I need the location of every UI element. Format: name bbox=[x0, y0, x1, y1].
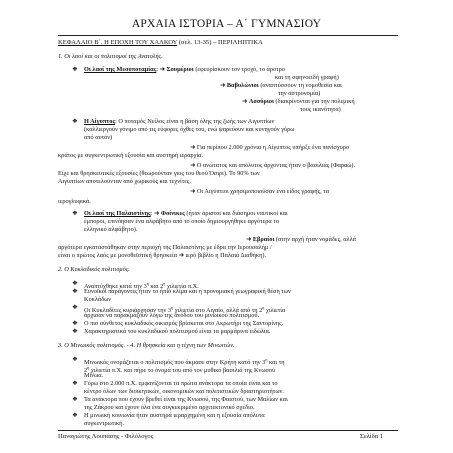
palestine-line-4: ➜ Εβραίοι (στην αρχή ήταν νομάδες, αλλά bbox=[246, 236, 356, 243]
mesopotamia-line: Οι λαοί της Μεσοποταμίας: ➜ Σουμέριοι (εφευρίσκουν τον τροχό, το άροτρο bbox=[84, 66, 285, 73]
cycladic-item-2b: Κυκλάδων bbox=[84, 296, 112, 303]
diamond-bullet-icon: ❖ bbox=[72, 210, 78, 217]
cycladic-item-2: Ευνοϊκοί παράγοντες ήταν το ήπιο κλίμα και η προνομιακή γεωγραφική θέση των bbox=[84, 288, 291, 295]
cycladic-item-3: Οι Κυκλαδίτες κυριάρχησαν την $3^\eta$ χιλιετία στο Αιγαίο, αλλά από τη $2^\eta$ χιλιετία bbox=[84, 305, 286, 315]
diamond-bullet-icon: ❖ bbox=[72, 66, 78, 73]
egypt-text-6: Ο ανώτατος και απόλυτος άρχοντας ήταν ο βασιλιάς (Φαραώ). bbox=[196, 162, 356, 169]
palestine-line-1: Οι λαοί της Παλαιστίνης: ➜ Φοίνικες (ήταν άριστοι και διάσημοι ναυτικοί και bbox=[84, 210, 288, 217]
chapter-rest: (σελ. 13-35) – ΠΕΡΙΛΗΠΤΙΚΑ bbox=[177, 39, 263, 46]
assyrians-line: ➜ Ασσύριοι (διακρίνονται για την πολεμική bbox=[242, 98, 355, 105]
diamond-bullet-icon: ❖ bbox=[72, 380, 78, 387]
palestine-text-6: είναι ο πρώτος λαός με μονοθεϊστική θρησκεία bbox=[58, 252, 178, 259]
sumerians-text: (εφευρίσκουν τον τροχό, το άροτρο bbox=[195, 66, 285, 73]
diamond-bullet-icon: ❖ bbox=[72, 356, 78, 363]
palestine-label: Οι λαοί της Παλαιστίνης bbox=[84, 210, 151, 217]
egypt-line-8: Αιγυπτίων αποτελούνταν από χωρικούς και τεχνίτες. bbox=[58, 178, 191, 185]
palestine-line-5: αργότερα εγκαταστάθηκαν στην περιοχή της Παλαιστίνης με έδρα την Ιερουσαλήμ / bbox=[58, 244, 272, 251]
egypt-line-6: ➜ Ο ανώτατος και απόλυτος άρχοντας ήταν ο βασιλιάς (Φαραώ). bbox=[190, 162, 356, 169]
egypt-line-5: κράτος με συγκεντρωτική εξουσία και αυστηρή ιεραρχία. bbox=[58, 152, 204, 159]
egypt-line-2: (καλλιεργούν γόνιμο από τις εύφορες όχθες του, ενώ ψαρεύουν και κυνηγούν γύρω bbox=[84, 126, 295, 133]
sumerians-label: Σουμέριοι bbox=[166, 66, 194, 73]
palestine-text-7: ιερό βιβλίο η Παλαιά Διαθήκη). bbox=[185, 252, 267, 259]
palestine-line-3: ελληνικό αλφάβητο). bbox=[84, 226, 138, 233]
egypt-line-7: Είχε και θρησκευτικές εξουσίες (θεωρούνταν γιος του θεού Όσιρι). Το 90% των bbox=[58, 170, 260, 177]
minoan-line-5: κέντρο όλων των διοικητικών, οικονομικών και πολιτιστικών δραστηριοτήτων. bbox=[84, 388, 284, 395]
minoan-line-1: Μινωικός ονομάζεται ο πολιτισμός που άκμασε στην Κρήτη κατά την $3^\eta$ και τη bbox=[84, 357, 285, 367]
section-1-heading: 1. Οι λαοί και οι πολιτισμοί της Ανατολής. bbox=[58, 53, 163, 60]
cycladic-item-5: Χαρακτηριστικά του κυκλαδικού πολιτισμού είναι τα μαρμάρινα ειδώλια. bbox=[84, 328, 271, 335]
babylonians-line: ➜ Βαβυλώνιοι (αναπτύσσουν τη νομοθεσία και bbox=[220, 82, 342, 89]
chapter-heading bbox=[58, 39, 263, 46]
minoan-line-9: συγκεντρωτική. bbox=[84, 420, 125, 427]
diamond-bullet-icon: ❖ bbox=[72, 288, 78, 295]
cycladic-item-1: Αναπτύχθηκε κατά την $3^\eta$ και $2^\eta$ χιλιετία π.Χ. bbox=[84, 281, 199, 291]
egypt-line-1 bbox=[84, 118, 274, 126]
babylonians-text-2: την αστρονομία) bbox=[278, 90, 321, 97]
page-title: ΑΡΧΑΙΑ ΙΣΤΟΡΙΑ – Α΄ ΓΥΜΝΑΣΙΟΥ bbox=[131, 18, 322, 30]
hebrews-label: Εβραίοι bbox=[252, 236, 275, 243]
phoenicians-label: Φοίνικες bbox=[160, 210, 185, 217]
footer-rule bbox=[58, 430, 398, 431]
diamond-bullet-icon: ❖ bbox=[72, 396, 78, 403]
egypt-line-9: ➜ Οι Αιγύπτιοι χρησιμοποιούσαν ένα είδος γραφής, τα bbox=[190, 188, 330, 195]
egypt-label: Η Αίγυπτος bbox=[84, 118, 115, 125]
minoan-line-6: Τα ανάκτορα που έχουν βρεθεί είναι της Κνωσού, της Φαιστού, των Μαλίων και bbox=[84, 396, 288, 403]
diamond-bullet-icon: ❖ bbox=[72, 118, 78, 125]
minoan-line-4: Γύρω στο 2.000 π.Χ. εμφανίζονται τα πρώτα ανάκτορα τα οποία είναι και το bbox=[84, 380, 278, 387]
egypt-line-10: ιερογλυφικά. bbox=[58, 198, 91, 205]
chapter-label: ΚΕΦΑΛΑΙΟ Β΄. Η ΕΠΟΧΗ ΤΟΥ ΧΑΛΚΟΥ bbox=[58, 39, 178, 46]
diamond-bullet-icon: ❖ bbox=[72, 304, 78, 311]
assyrians-text-2: τους ικανότητα) bbox=[300, 106, 341, 113]
egypt-line-4: ➜ Για περίπου 2.000 χρόνια η Αίγυπτος υπήρξε ένα πανίσχυρο bbox=[190, 144, 350, 151]
sumerians-text-2: και τη σφηνοειδή γραφή) bbox=[275, 74, 339, 81]
palestine-line-2: έμποροι, επινόησαν ένα αλφάβητο από το οποίο δημιουργήθηκε αργότερα το bbox=[84, 218, 279, 225]
cycladic-item-3b: άρχισαν να παρακμάζουν λόγω της ανόδου του μινωικού πολιτισμού. bbox=[84, 312, 260, 319]
egypt-text-1: : Ο ποταμός Νείλος είναι η βάση όλης της ζωής των Αιγυπτίων bbox=[115, 118, 275, 125]
minoan-line-3: Μίνωα. bbox=[84, 372, 104, 379]
cycladic-item-4: Ο πιο σύνθετος κυκλαδικός οικισμός βρίσκεται στο Ακρωτήρι της Σαντορίνης. bbox=[84, 320, 284, 327]
section-3-heading: 3. Ο Μινωικός πολιτισμός. - 4. Η θρησκεία και η τέχνη των Μινωιτών. bbox=[58, 342, 235, 349]
section-2-heading: 2. Ο Κυκλαδικός πολιτισμός. bbox=[58, 266, 130, 273]
footer-page-number: Σελίδα 1 bbox=[360, 433, 384, 440]
palestine-text-1: (ήταν άριστοι και διάσημοι ναυτικοί και bbox=[186, 210, 288, 217]
egypt-text-9: Οι Αιγύπτιοι χρησιμοποιούσαν ένα είδος γραφής, τα bbox=[196, 188, 330, 195]
diamond-bullet-icon: ❖ bbox=[72, 328, 78, 335]
babylonians-label: Βαβυλώνιοι bbox=[226, 82, 259, 89]
egypt-line-3: από αυτόν) bbox=[84, 134, 113, 141]
minoan-line-7: της Ζάκρου και έχουν όλα ένα συγκεκριμένο αρχιτεκτονικό σχέδιο. bbox=[84, 404, 255, 411]
footer-author: Παναγιώτης Λουπάσης - Φιλόλογος bbox=[58, 433, 154, 440]
minoan-line-8: Η μινωική κοινωνία ήταν αυστηρά ιεραρχημένη και η εξουσία απόλυτα bbox=[84, 412, 265, 419]
egypt-text-4: Για περίπου 2.000 χρόνια η Αίγυπτος υπήρξε ένα πανίσχυρο bbox=[196, 144, 350, 151]
diamond-bullet-icon: ❖ bbox=[72, 412, 78, 419]
palestine-line-6: είναι ο πρώτος λαός με μονοθεϊστική θρησκεία ➜ ιερό βιβλίο η Παλαιά Διαθήκη). bbox=[58, 252, 267, 259]
palestine-text-4: (στην αρχή ήταν νομάδες, αλλά bbox=[275, 236, 356, 243]
title-rule bbox=[58, 35, 398, 36]
mesopotamia-label: Οι λαοί της Μεσοποταμίας bbox=[84, 66, 157, 73]
diamond-bullet-icon: ❖ bbox=[72, 280, 78, 287]
assyrians-text: (διακρίνονται για την πολεμική bbox=[275, 98, 355, 105]
minoan-line-2: $2^\eta$ χιλιετία π.Χ. και πήρε το όνομά του από τον μυθικό βασιλιά της Κνωσού bbox=[84, 365, 276, 375]
assyrians-label: Ασσύριοι bbox=[248, 98, 274, 105]
diamond-bullet-icon: ❖ bbox=[72, 320, 78, 327]
babylonians-text: (αναπτύσσουν τη νομοθεσία και bbox=[260, 82, 342, 89]
